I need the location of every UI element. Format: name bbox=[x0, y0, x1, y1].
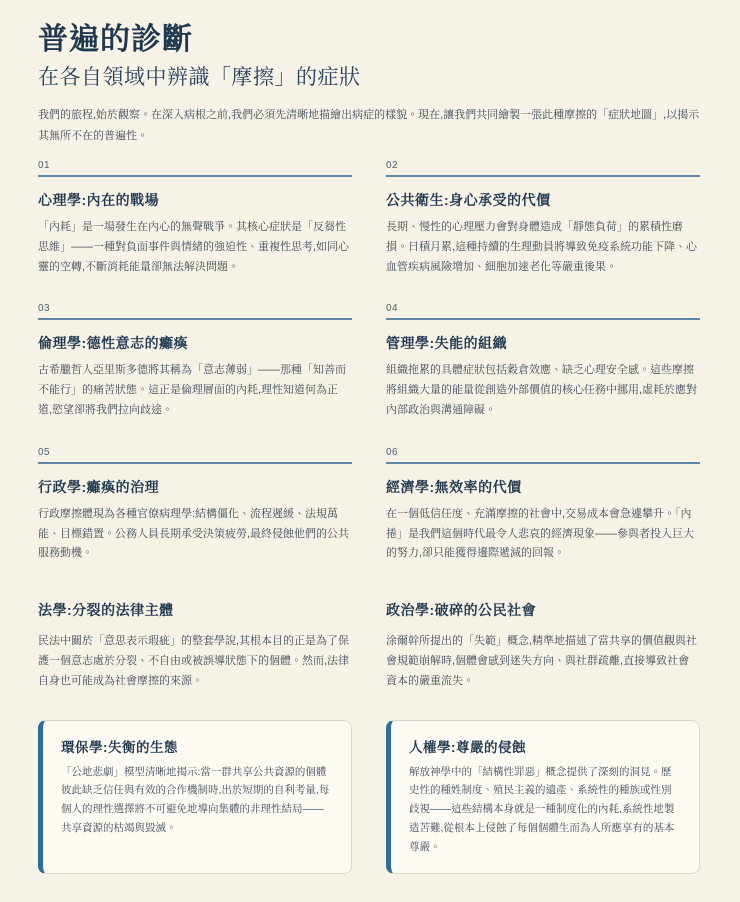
section-management bbox=[386, 303, 700, 420]
callout-heading: 人權學:尊嚴的侵蝕 bbox=[409, 739, 526, 755]
section-body: 古希臘哲人亞里斯多德將其稱為「意志薄弱」——那種「知善而不能行」的痛苦狀態。這正是倫理層面的內耗,理性知道何為正道,慾望卻將我們拉向歧途。 bbox=[38, 364, 346, 416]
section-body: 涂爾幹所提出的「失範」概念,精準地描述了當共享的價值觀與社會規範崩解時,個體會感到迷失方向、與社群疏離,直接導致社會資本的嚴重流失。 bbox=[386, 635, 698, 687]
section-body: 在一個低信任度、充滿摩擦的社會中,交易成本會急遽攀升。「內捲」是我們這個時代最令人悲哀的經濟現象——參與者投入巨大的努力,卻只能獲得邊際遞減的回報。 bbox=[386, 507, 694, 560]
section-heading: 管理學:失能的組織 bbox=[386, 335, 508, 352]
section-heading: 公共衛生:身心承受的代價 bbox=[386, 191, 551, 208]
sections-grid bbox=[38, 160, 700, 874]
callout-body: 「公地悲劇」模型清晰地揭示:當一群共享公共資源的個體彼此缺乏信任與有效的合作機制時,出於短期的自利考量,每個人的理性選擇將不可避免地導向集體的非理性結局——共享資源的枯竭與毀滅。 bbox=[61, 765, 330, 835]
callout-body: 解放神學中的「結構性罪惡」概念提供了深刻的洞見。歷史性的種姓制度、殖民主義的遺產、系統性的種族或性別歧視——這些結構本身就是一種制度化的內耗,系統性地製造苦難,從根本上侵蝕了每個個體生而為人所應享有的基本尊嚴。 bbox=[409, 765, 675, 854]
callout-human-rights bbox=[386, 720, 700, 874]
section-number: 06 bbox=[386, 446, 399, 458]
section-body: 組織拖累的具體症狀包括穀倉效應、缺乏心理安全感。這些摩擦將組織大量的能量從創造外部價值的核心任務中挪用,虛耗於應對內部政治與溝通障礙。 bbox=[386, 364, 698, 416]
section-heading: 政治學:破碎的公民社會 bbox=[386, 602, 537, 619]
callout-environmental-science bbox=[38, 720, 352, 874]
section-divider bbox=[38, 318, 352, 320]
section-heading: 心理學:內在的戰場 bbox=[38, 191, 160, 208]
section-number: 04 bbox=[386, 303, 399, 315]
page-title: 普遍的診斷 bbox=[38, 23, 193, 56]
section-economics bbox=[386, 447, 700, 564]
section-heading: 倫理學:德性意志的癱瘓 bbox=[38, 335, 189, 352]
callout-heading: 環保學:失衡的生態 bbox=[61, 739, 178, 755]
section-law bbox=[38, 600, 352, 691]
section-heading: 法學:分裂的法律主體 bbox=[38, 602, 174, 619]
section-number: 02 bbox=[386, 159, 399, 171]
section-divider bbox=[386, 318, 700, 320]
section-ethics bbox=[38, 303, 352, 420]
section-body: 「內耗」是一場發生在內心的無聲戰爭。其核心症狀是「反芻性思維」——一種對負面事件與情緒的強迫性、重複性思考,如同心靈的空轉,不斷消耗能量卻無法解決問題。 bbox=[38, 220, 350, 273]
section-public-health bbox=[386, 160, 700, 277]
section-divider bbox=[38, 462, 352, 464]
section-public-administration bbox=[38, 447, 352, 564]
section-divider bbox=[38, 175, 352, 177]
section-body: 民法中關於「意思表示瑕疵」的整套學說,其根本目的正是為了保護一個意志處於分裂、不自由或被誤導狀態下的個體。然而,法律自身也可能成為社會摩擦的來源。 bbox=[38, 635, 350, 687]
section-body: 行政摩擦體現為各種官僚病理學:結構僵化、流程遲緩、法規萬能、目標錯置。公務人員長期承受決策疲勞,最終侵蝕他們的公共服務動機。 bbox=[38, 507, 350, 560]
page-subtitle: 在各自領域中辨識「摩擦」的症狀 bbox=[38, 66, 361, 89]
page-header bbox=[38, 22, 700, 146]
section-psychology bbox=[38, 160, 352, 277]
section-divider bbox=[386, 462, 700, 464]
section-number: 01 bbox=[38, 159, 51, 171]
section-number: 05 bbox=[38, 446, 51, 458]
section-number: 03 bbox=[38, 303, 51, 315]
section-divider bbox=[386, 175, 700, 177]
intro-paragraph: 我們的旅程,始於觀察。在深入病根之前,我們必須先清晰地描繪出病症的樣貌。現在,讓我們共同繪製一張此種摩擦的「症狀地圖」,以揭示其無所不在的普遍性。 bbox=[38, 109, 700, 142]
section-body: 長期、慢性的心理壓力會對身體造成「靜態負荷」的累積性磨損。日積月累,這種持續的生理動員將導致免疫系統功能下降、心血管疾病風險增加、細胞加速老化等嚴重後果。 bbox=[386, 220, 698, 273]
section-political-science bbox=[386, 600, 700, 691]
section-heading: 經濟學:無效率的代價 bbox=[386, 478, 522, 495]
section-heading: 行政學:癱瘓的治理 bbox=[38, 478, 160, 495]
